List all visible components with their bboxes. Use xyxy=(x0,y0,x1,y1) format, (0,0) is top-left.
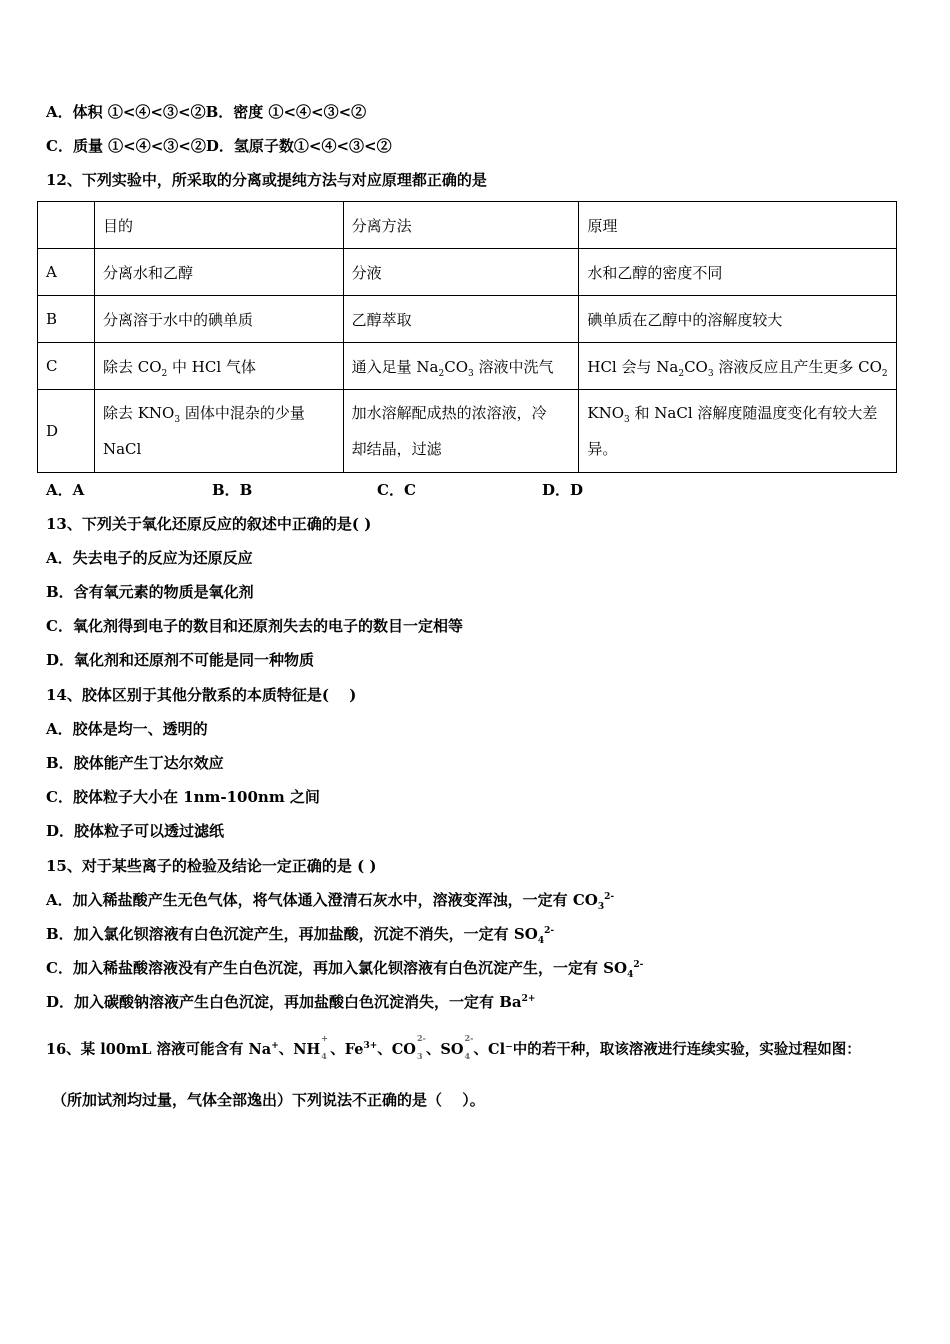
table-header-cell: 分离方法 xyxy=(343,202,579,249)
row-method: 加水溶解配成热的浓溶液，冷 却结晶，过滤 xyxy=(343,390,579,473)
row-label: C xyxy=(38,343,95,390)
q13-stem: 13、下列关于氧化还原反应的叙述中正确的是( ) xyxy=(46,515,372,533)
q14-option-d: D．胶体粒子可以透过滤纸 xyxy=(46,822,225,840)
table-row xyxy=(38,343,897,390)
q14-option-b: B．胶体能产生丁达尔效应 xyxy=(46,754,224,772)
row-purpose: 分离溶于水中的碘单质 xyxy=(94,296,343,343)
q12-table xyxy=(37,201,897,473)
row-principle: 碘单质在乙醇中的溶解度较大 xyxy=(579,296,897,343)
q12-option-d: D．D xyxy=(542,481,584,499)
row-principle: HCl 会与 $Na_2CO_3$ 溶液反应且产生更多 $CO_2$ xyxy=(579,343,897,390)
row-principle: 水和乙醇的密度不同 xyxy=(579,249,897,296)
q14-stem: 14、胶体区别于其他分散系的本质特征是( ) xyxy=(46,686,357,704)
row-method: 通入足量 $Na_2CO_3$ 溶液中洗气 xyxy=(343,343,579,390)
row-method: 分液 xyxy=(343,249,579,296)
row-label: A xyxy=(38,249,95,296)
table-header-cell: 目的 xyxy=(94,202,343,249)
q15-option-c: C．加入稀盐酸溶液没有产生白色沉淀，再加入氯化钡溶液有白色沉淀产生，一定有 $SO_4^{2-}$ xyxy=(46,959,644,980)
q16-stem-line1: 16、某 l00mL 溶液可能含有 Na+、NH + 4 、$Fe^{3+}$、CO 2- 3 、SO 2- 4 、Cl⁻中的若干种，取该溶液进行连续实验，实验过程如图： xyxy=(46,1033,861,1061)
row-label: B xyxy=(38,296,95,343)
row-method: 乙醇萃取 xyxy=(343,296,579,343)
q11-options-line1: A．体积 ①<④<③<②B．密度 ①<④<③<② xyxy=(46,103,367,121)
row-principle: $KNO_3$ 和 NaCl 溶解度随温度变化有较大差 异。 xyxy=(579,390,897,473)
row-label: D xyxy=(38,390,95,473)
row-purpose: 分离水和乙醇 xyxy=(94,249,343,296)
row-purpose: 除去 $CO_2$ 中 HCl 气体 xyxy=(94,343,343,390)
q14-option-a: A．胶体是均一、透明的 xyxy=(46,720,208,738)
q12-stem: 12、下列实验中，所采取的分离或提纯方法与对应原理都正确的是 xyxy=(46,171,487,189)
table-header-row xyxy=(38,202,897,249)
q12-option-c: C．C xyxy=(377,481,416,499)
q15-option-b: B．加入氯化钡溶液有白色沉淀产生，再加盐酸，沉淀不消失，一定有 $SO_4^{2-}$ xyxy=(46,925,555,946)
q12-option-a: A．A xyxy=(46,481,85,499)
q12-option-b: B．B xyxy=(212,481,253,499)
q16-stem-line2: （所加试剂均过量，气体全部逸出）下列说法不正确的是（ ）。 xyxy=(52,1091,485,1109)
table-row xyxy=(38,296,897,343)
q13-option-b: B．含有氧元素的物质是氧化剂 xyxy=(46,583,254,601)
q15-stem: 15、对于某些离子的检验及结论一定正确的是 ( ) xyxy=(46,857,377,875)
q13-option-d: D．氧化剂和还原剂不可能是同一种物质 xyxy=(46,651,315,669)
q15-option-a: A．加入稀盐酸产生无色气体，将气体通入澄清石灰水中，溶液变浑浊，一定有 $CO_3^{2-}$ xyxy=(46,891,615,912)
table-header-cell: 原理 xyxy=(579,202,897,249)
q11-options-line2: C．质量 ①<④<③<②D．氢原子数①<④<③<② xyxy=(46,137,392,155)
q14-option-c: C．胶体粒子大小在 1nm-100nm 之间 xyxy=(46,788,320,806)
q15-option-d: D．加入碳酸钠溶液产生白色沉淀，再加盐酸白色沉淀消失，一定有 $Ba^{2+}$ xyxy=(46,993,536,1011)
table-row xyxy=(38,249,897,296)
q13-option-c: C．氧化剂得到电子的数目和还原剂失去的电子的数目一定相等 xyxy=(46,617,463,635)
q13-option-a: A．失去电子的反应为还原反应 xyxy=(46,549,253,567)
row-purpose: 除去 $KNO_3$ 固体中混杂的少量 NaCl xyxy=(94,390,343,473)
table-row xyxy=(38,390,897,473)
table-header-cell xyxy=(38,202,95,249)
